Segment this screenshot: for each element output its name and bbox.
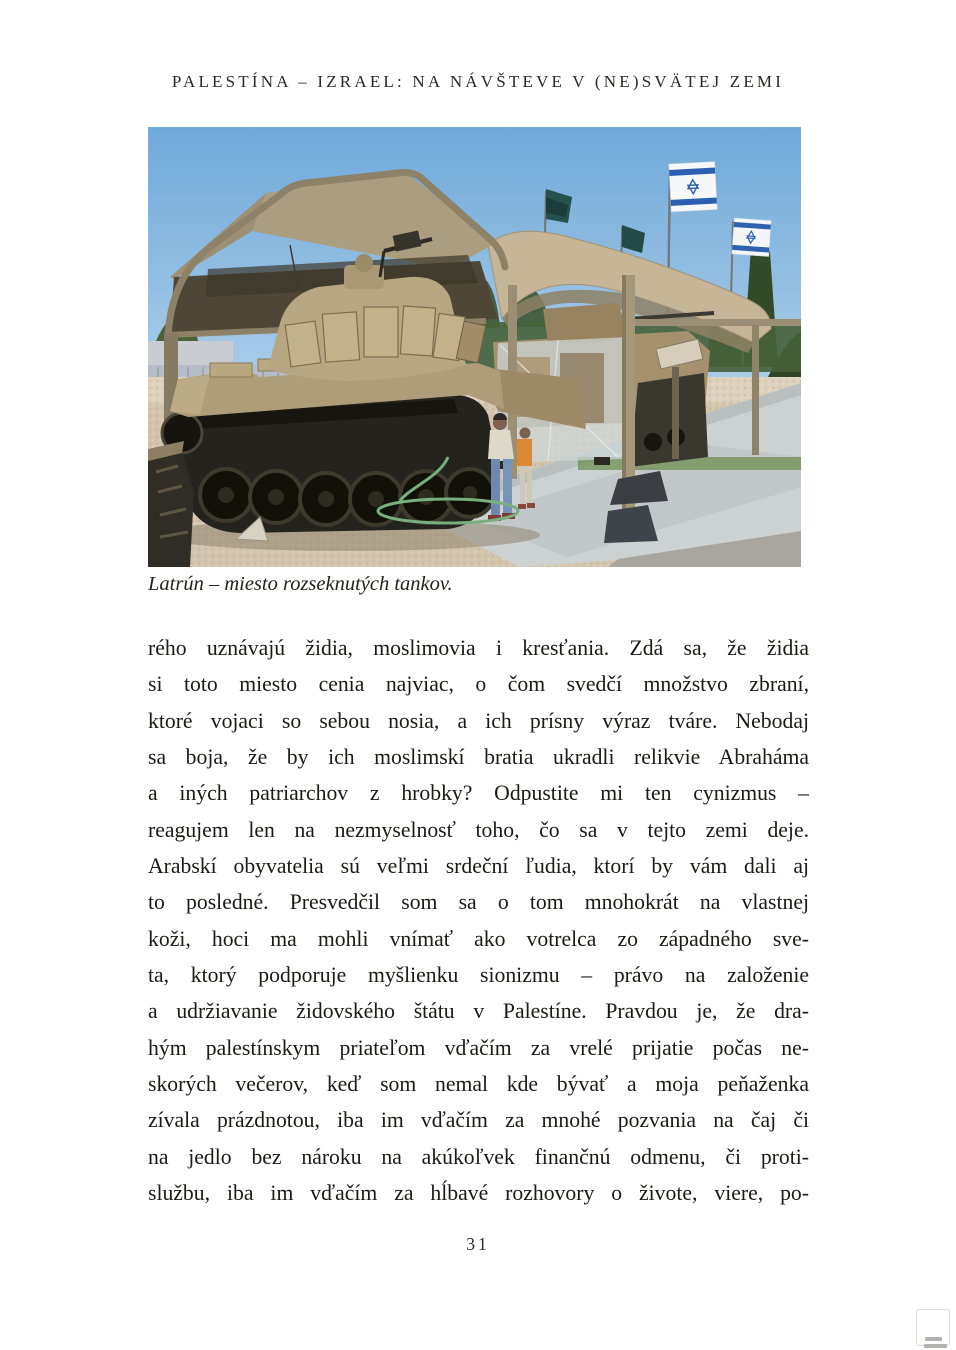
body-line: reagujem len na nezmyselnosť toho, čo sa v tejto zemi deje. xyxy=(148,817,809,842)
page-number: 31 xyxy=(466,1234,490,1254)
body-line: zívala prázdnotou, iba im vďačím za mnohé pozvania na čaj či xyxy=(148,1108,809,1133)
latrun-photo-illustration xyxy=(148,127,801,567)
body-line: hým palestínskym priateľom vďačím za vrelé prijatie počas ne- xyxy=(148,1035,809,1060)
body-line: sa boja, že by ich moslimskí bratia ukradli relikvie Abraháma xyxy=(148,745,809,770)
body-line: si toto miesto cenia najviac, o čom svedčí množstvo zbraní, xyxy=(148,672,809,697)
notes-menu-button[interactable] xyxy=(916,1309,950,1346)
body-line: a iných patriarchov z hrobky? Odpustite mi ten cynizmus – xyxy=(148,781,809,806)
latrun-photo xyxy=(148,127,801,567)
body-line: rého uznávajú židia, moslimovia i kresťania. Zdá sa, že židia xyxy=(148,636,809,660)
body-line: ktoré vojaci so sebou nosia, a ich prísny výraz tváre. Nebodaj xyxy=(148,708,809,733)
body-line: na jedlo bez nároku na akúkoľvek finančnú odmenu, či proti- xyxy=(148,1144,809,1169)
body-line: koži, hoci ma mohli vnímať ako votrelca zo západného sve- xyxy=(148,926,809,951)
body-line: Arabskí obyvatelia sú veľmi srdeční ľudia, ktorí by vám dali aj xyxy=(148,854,809,879)
running-header: PALESTÍNA – IZRAEL: NA NÁVŠTEVE V (NE)SVÄTEJ ZEMI xyxy=(171,72,785,91)
body-line: skorých večerov, keď som nemal kde bývať a moja peňaženka xyxy=(148,1072,809,1097)
body-line: ta, ktorý podporuje myšlienku sionizmu – právo na založenie xyxy=(148,963,809,988)
body-line: a udržiavanie židovského štátu v Palestíne. Pravdou je, že dra- xyxy=(148,999,809,1024)
body-line: službu, iba im vďačím za hĺbavé rozhovory o živote, viere, po- xyxy=(148,1181,809,1206)
photo-caption: Latrún – miesto rozseknutých tankov. xyxy=(148,573,453,595)
body-line: to posledné. Presvedčil som sa o tom mnohokrát na vlastnej xyxy=(148,890,809,915)
body-text xyxy=(148,630,809,1212)
